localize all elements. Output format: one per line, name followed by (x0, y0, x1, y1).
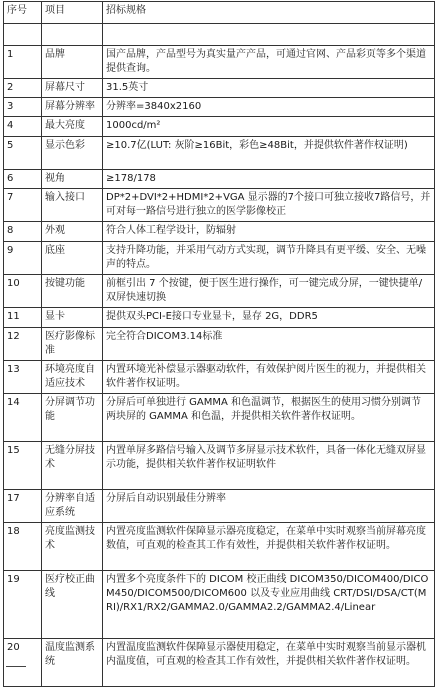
row-item: 输入接口 (42, 189, 103, 222)
table-row (4, 24, 435, 46)
spec-table (3, 1, 435, 687)
table-row (4, 46, 435, 79)
row-number: 4 (4, 117, 42, 137)
table-row (4, 222, 435, 242)
row-number: 11 (4, 308, 42, 328)
row-number: 1 (4, 46, 42, 79)
row-spec: 国产品牌，产品型号为真实量产产品，可通过官网、产品彩页等多个渠道提供查询。 (103, 46, 435, 79)
table-row (4, 308, 435, 328)
row-number: 14 (4, 394, 42, 442)
row-number: 17 (4, 490, 42, 523)
row-number: 2 (4, 79, 42, 98)
row-number: 12 (4, 328, 42, 361)
table-row (4, 98, 435, 117)
row-number: 20 (4, 639, 42, 687)
row-spec (103, 24, 435, 46)
row-number: 10 (4, 275, 42, 308)
row-spec: 支持升降功能，并采用气动方式实现，调节升降具有更平缓、安全、无噪声的特点。 (103, 242, 435, 275)
row-spec: ≥10.7亿(LUT: 灰阶≥16Bit，彩色≥48Bit，并提供软件著作权证明) (103, 137, 435, 170)
row-spec: 1000cd/m² (103, 117, 435, 137)
row-number: 5 (4, 137, 42, 170)
header-item: 项目 (42, 2, 103, 24)
row-spec: 提供双头PCI-E接口专业显卡，显存 2G，DDR5 (103, 308, 435, 328)
row-item: 屏幕分辨率 (42, 98, 103, 117)
row-number: 18 (4, 523, 42, 571)
header-no: 序号 (4, 2, 42, 24)
table-row (4, 242, 435, 275)
row-spec: DP*2+DVI*2+HDMI*2+VGA 显示器的7个接口可独立接收7路信号，并可对每一路信号进行独立的医学影像校正 (103, 189, 435, 222)
row-item: 亮度监测技术 (42, 523, 103, 571)
table-row (4, 361, 435, 394)
row-item (42, 24, 103, 46)
row-item: 分辨率自适应系统 (42, 490, 103, 523)
row-spec: 内置环境光补偿显示器驱动软件，有效保护阅片医生的视力，并提供相关软件著作权证明。 (103, 361, 435, 394)
row-spec: 符合人体工程学设计，防辐射 (103, 222, 435, 242)
row-spec: 分屏后自动识别最佳分辨率 (103, 490, 435, 523)
row-item: 医疗影像标准 (42, 328, 103, 361)
row-spec: 内置多个亮度条件下的 DICOM 校正曲线 DICOM350/DICOM400/DICOM450/DICOM500/DICOM600 以及专业应用曲线 CRT/DSI/DSA/CT(MRI)/RX1/RX2/GAMMA2.0/GAMMA2.2/GAMMA2.4/Linear (103, 571, 435, 639)
row-item: 视角 (42, 170, 103, 189)
row-number: 8 (4, 222, 42, 242)
row-spec: 完全符合DICOM3.14标准 (103, 328, 435, 361)
table-header-row (4, 2, 435, 24)
row-item: 最大亮度 (42, 117, 103, 137)
row-number (4, 24, 42, 46)
row-item: 外观 (42, 222, 103, 242)
row-item: 无缝分屏技术 (42, 442, 103, 490)
table-row (4, 523, 435, 571)
row-spec: ≥178/178 (103, 170, 435, 189)
row-number: 15 (4, 442, 42, 490)
row-item: 按键功能 (42, 275, 103, 308)
table-row (4, 170, 435, 189)
row-spec: 31.5英寸 (103, 79, 435, 98)
row-spec: 分辨率=3840x2160 (103, 98, 435, 117)
row-spec: 内置温度监测软件保障显示器使用稳定，在菜单中实时观察当前显示器机内温度值，可直观的检查其工作有效性，并提供相关软件著作权证明。 (103, 639, 435, 687)
row-number: 9 (4, 242, 42, 275)
row-number: 3 (4, 98, 42, 117)
row-number: 19 (4, 571, 42, 639)
row-item: 屏幕尺寸 (42, 79, 103, 98)
table-row (4, 117, 435, 137)
table-row (4, 79, 435, 98)
row-item: 品牌 (42, 46, 103, 79)
table-row (4, 490, 435, 523)
table-row (4, 639, 435, 687)
row-spec: 前框引出 7 个按键，便于医生进行操作，可一键完成分屏，一键快捷单/双屏快速切换 (103, 275, 435, 308)
table-row (4, 137, 435, 170)
table-row (4, 189, 435, 222)
table-row (4, 442, 435, 490)
row-spec: 分屏后可单独进行 GAMMA 和色温调节，根据医生的使用习惯分别调节两块屏的 GAMMA 和色温，并提供相关软件著作权证明。 (103, 394, 435, 442)
row-number: 7 (4, 189, 42, 222)
table-row (4, 394, 435, 442)
table-row (4, 328, 435, 361)
row-item: 分屏调节功能 (42, 394, 103, 442)
row-item: 底座 (42, 242, 103, 275)
row-item: 环境亮度自适应技术 (42, 361, 103, 394)
header-spec: 招标规格 (103, 2, 435, 24)
row-item: 显卡 (42, 308, 103, 328)
row-number: 6 (4, 170, 42, 189)
table-row (4, 571, 435, 639)
row-item: 医疗校正曲线 (42, 571, 103, 639)
row-item: 显示色彩 (42, 137, 103, 170)
row-item: 温度监测系统 (42, 639, 103, 687)
row-spec: 内置亮度监测软件保障显示器亮度稳定，在菜单中实时观察当前屏幕亮度数值，可直观的检查其工作有效性，并提供相关软件著作权证明。 (103, 523, 435, 571)
row-number: 13 (4, 361, 42, 394)
row-spec: 内置单屏多路信号输入及调节多屏显示技术软件，具备一体化无缝双屏显示功能，提供相关软件著作权证明软件 (103, 442, 435, 490)
table-row (4, 275, 435, 308)
footer-rule (6, 666, 26, 667)
